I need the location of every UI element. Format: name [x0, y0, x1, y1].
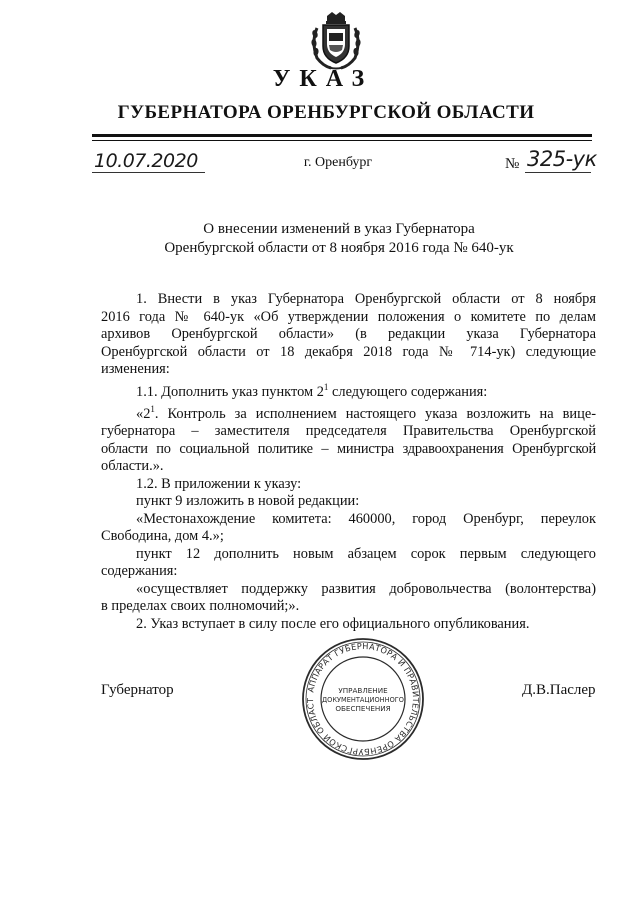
body-line — [101, 379, 596, 401]
document-city: г. Оренбург — [303, 155, 373, 170]
body-line: «Местонахождение комитета: 460000, город Оренбург, переулок — [136, 510, 596, 527]
body-text: 1.1. Дополнить указ пунктом 2 — [136, 383, 324, 400]
body-line: области.». — [101, 458, 164, 475]
official-seal — [300, 636, 426, 762]
seal-ring-text: АППАРАТ ГУБЕРНАТОРА И ПРАВИТЕЛЬСТВА ОРЕНБУРГСКОЙ ОБЛАСТ — [304, 640, 422, 758]
seal-center-line-1: УПРАВЛЕНИЕ — [338, 686, 388, 695]
number-underline — [525, 172, 591, 173]
body-line: содержания: — [101, 563, 178, 580]
document-heading — [0, 220, 640, 258]
body-line: изменения: — [101, 361, 170, 377]
body-line — [101, 401, 596, 423]
document-number: 325-ук — [527, 147, 597, 171]
body-text: «2 — [136, 405, 151, 422]
body-line: губернатора – заместителя председателя Правительства Оренбургской — [101, 423, 596, 440]
body-line: «осуществляет поддержку развития добровольчества (волонтерства) — [136, 580, 596, 597]
body-line: области по социальной политике – министра здравоохранения Оренбургской — [101, 440, 596, 457]
superscript: 1 — [323, 381, 329, 392]
date-underline — [92, 172, 205, 173]
coat-of-arms-icon — [305, 10, 367, 72]
header-divider-thin — [92, 140, 592, 141]
signer-position: Губернатор — [101, 682, 174, 698]
issuer-title: ГУБЕРНАТОРА ОРЕНБУРГСКОЙ ОБЛАСТИ — [117, 102, 535, 123]
signer-name: Д.В.Паслер — [522, 682, 596, 698]
heading-line-2: Оренбургской области от 8 ноября 2016 года № 640-ук — [164, 240, 514, 256]
heading-line-1: О внесении изменений в указ Губернатора — [203, 221, 475, 237]
body-line: 1.2. В приложении к указу: — [136, 475, 302, 492]
seal-center-line-2: ДОКУМЕНТАЦИОННОГО — [322, 696, 404, 704]
document-type-title: УКАЗ — [272, 66, 374, 92]
document-date: 10.07.2020 — [94, 150, 198, 172]
body-line: 1. Внести в указ Губернатора Оренбургской области от 8 ноября — [136, 291, 596, 307]
number-sign: № — [505, 156, 520, 172]
body-text: следующего содержания: — [328, 383, 488, 400]
body-line: архивов Оренбургской области» (в редакции указа Губернатора — [101, 326, 596, 342]
body-text: . Контроль за исполнением настоящего указа возложить на вице- — [154, 405, 596, 422]
seal-center-line-3: ОБЕСПЕЧЕНИЯ — [335, 704, 391, 713]
body-line: пункт 12 дополнить новым абзацем сорок первым следующего — [136, 545, 596, 562]
body-line: 2. Указ вступает в силу после его официального опубликования. — [136, 615, 530, 632]
header-divider-thick — [92, 134, 592, 137]
body-line: пункт 9 изложить в новой редакции: — [136, 493, 360, 510]
document-body — [101, 291, 596, 633]
body-line: Оренбургской области от 18 декабря 2018 года № 714-ук) следующие — [101, 343, 596, 360]
body-line: в пределах своих полномочий;». — [101, 598, 300, 615]
superscript: 1 — [150, 403, 155, 414]
body-line: 2016 года № 640-ук «Об утверждении положения о комитете по делам — [101, 308, 596, 325]
body-line: Свободина, дом 4.»; — [101, 528, 224, 545]
